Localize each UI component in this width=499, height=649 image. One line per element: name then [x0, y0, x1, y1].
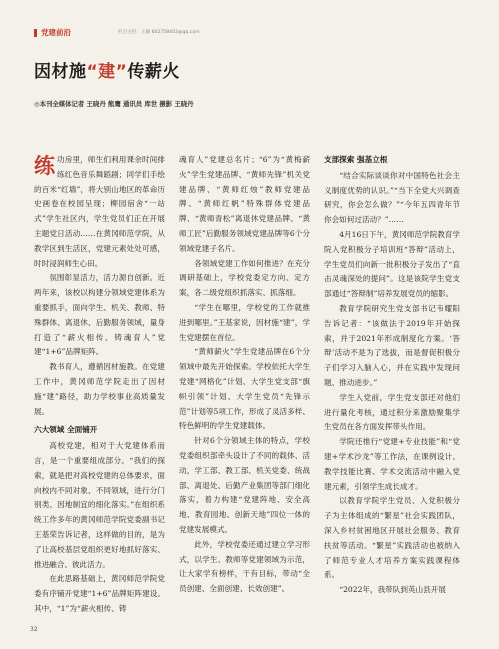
- drop-cap: 练: [34, 154, 55, 178]
- section-marker: [34, 29, 37, 37]
- paragraph: 魂育人”党建总名片；“6”为“黄梅薪火”学生党建品牌、“黄师先锋”机关党建品牌、“黄师红烛”教师党建品牌、“黄师红帆”特殊群体党建品牌、“黄师青松”离退休党建品牌、“黄师工匠”后勤服务领域党建品牌等6个分领域党建子名片。: [179, 155, 310, 253]
- paragraph: 教育学院研究生党支部书记韦耀阳告诉记者：“该做法于2019年开始探索，并于2021年形成制度化方案。‘答辩’活动不是为了选拔，而是督促积极分子们学习入脑入心，并在实践中发现问题、推动进步。”: [324, 303, 460, 387]
- paragraph: 以教育学院学生党员、入党积极分子为主体组成的“繁星”社会实践团队，深入乡村贫困地区开展社会服务、教育扶贫等活动。“繁星”实践活动也被纳入了师范专业人才培养方案实践课程体系。: [324, 496, 460, 580]
- paragraph: 高校党建，相对于大党建体系而言，是一个重要组成部分。“我们的探索，就是把对高校党建的总体要求，面向校内不同对象、不同领域，进行分门别类、因地制宜的细化落实。”在组织系统工作多年的黄冈师范学院党委副书记王基荣告诉记者，这样做的目的，是为了让高校基层党组织更好地抓好落实、推进融合、彼此活力。: [34, 441, 165, 569]
- paragraph: 各领域党建工作如何推进？在充分调研基础上，学校党委定方向、定方案，各二级党组织抓落实、抓落细。: [179, 258, 310, 298]
- paragraph: “学生在哪里，学校党的工作就推进到哪里。”王基家说，因材施“建”，学生党建摆在首位。: [179, 302, 310, 342]
- text-column-2: [179, 153, 310, 597]
- text-column-1: [34, 153, 165, 617]
- paragraph: 学生入党前，学生党支部还对他们进行量化考核，通过积分来激励聚集学生党员在各方面发挥带头作用。: [324, 392, 460, 432]
- paragraph: 针对6个分领域主体的特点，学校党委组织部牵头设计了不同的载体、活动，学工部、教工部、机关党委、统战部、离退处、后勤产业集团等部门细化落实，着力构建“党建阵地、安全高地、教育园地、创新天地”四位一体的党建发展模式。: [179, 436, 310, 534]
- column-editor: 栏目主持：王敏 602758402@qq.com: [118, 30, 200, 35]
- paragraph: “黄师薪火”学生党建品牌在6个分领域中最先开始探索。学校依托大学生党建“网格化”计划、大学生党支部“旗帜引领”计划、大学生党员“先锋示范”计划等5项工作，形成了灵活多样、特色鲜明的学生党建载体。: [179, 347, 310, 431]
- page-header: [34, 27, 474, 39]
- text-column-3: [324, 153, 460, 598]
- title-part: 因材施: [34, 62, 87, 82]
- article-byline: ◎本刊全媒体记者 王晓丹 熊鹰 通讯员 库世 摄影 王晓丹: [34, 100, 194, 108]
- paragraph: 此外，学校党委还通过建立学习形式，以学生、教师等党建领域为示范，让大家学有榜样，干有目标，带动“全员创建、全面创建、长效创建”。: [179, 539, 310, 594]
- section-heading: 支部探索 强基立根: [324, 155, 388, 164]
- paragraph: 4月16日下午，黄冈师范学院教育学院入党积极分子培训班“答辩”活动上，学生党员们向新一批积极分子发出了“直击灵魂深处的提问”。这是该院学生党支部通过“答辩制”培养发展党员的缩影。: [324, 229, 460, 299]
- paragraph: 氛围彰显活力，活力源自创新。近两年来，该校以构建分领域党建体系为重要抓手，面向学生、机关、教师、特殊群体、离退休、后勤服务领域，量身打造了“薪火相传、铸魂育人”党建“1+6”品牌矩阵。: [34, 273, 165, 357]
- paragraph: 学院还推行“党建+专业技能”和“党建+学术沙龙”等工作法，在课例设计、教学技能比赛、学术交流活动中融入党建元素，引领学生成长成才。: [324, 437, 460, 491]
- page-number: 32: [30, 626, 38, 633]
- section-name: 党建前沿: [41, 28, 71, 37]
- paragraph: 在此思路基础上，黄冈师范学院党委有序铺开党建“1+6”品牌矩阵建设。其中，“1”为“薪火相传、铸: [34, 574, 165, 613]
- paragraph: 教书育人，遵循因材施教。在党建工作中，黄冈师范学院走出了因材施“建”路径，助力学校事业高质量发展。: [34, 362, 165, 416]
- article-title: [34, 60, 180, 84]
- section-heading: 六大领域 全面铺开: [34, 425, 98, 435]
- title-part: 传薪火: [127, 62, 180, 82]
- paragraph: [34, 153, 165, 271]
- title-accent: “建”: [86, 62, 128, 82]
- paragraph: “结合实际谈谈你对中国特色社会主义制度优势的认识。”“当下全党大兴调查研究，你会怎么做？”“今年五四青年节你会如何过活动？”……: [324, 170, 460, 225]
- paragraph: “2022年，我带队到英山县开展: [339, 585, 446, 595]
- paragraph-text: 功房里，师生们利用课余时间排练红色音乐舞蹈剧；同学们手绘的百米“红墙”，将大别山地区的革命历史画卷在校园呈现；柳园宿舍“一站式”学生社区内，学生党员们正在开展主题党日活动……在黄冈师范学院，从教学区到生活区，党建元素处处可感，时时浸润师生心田。: [34, 155, 165, 268]
